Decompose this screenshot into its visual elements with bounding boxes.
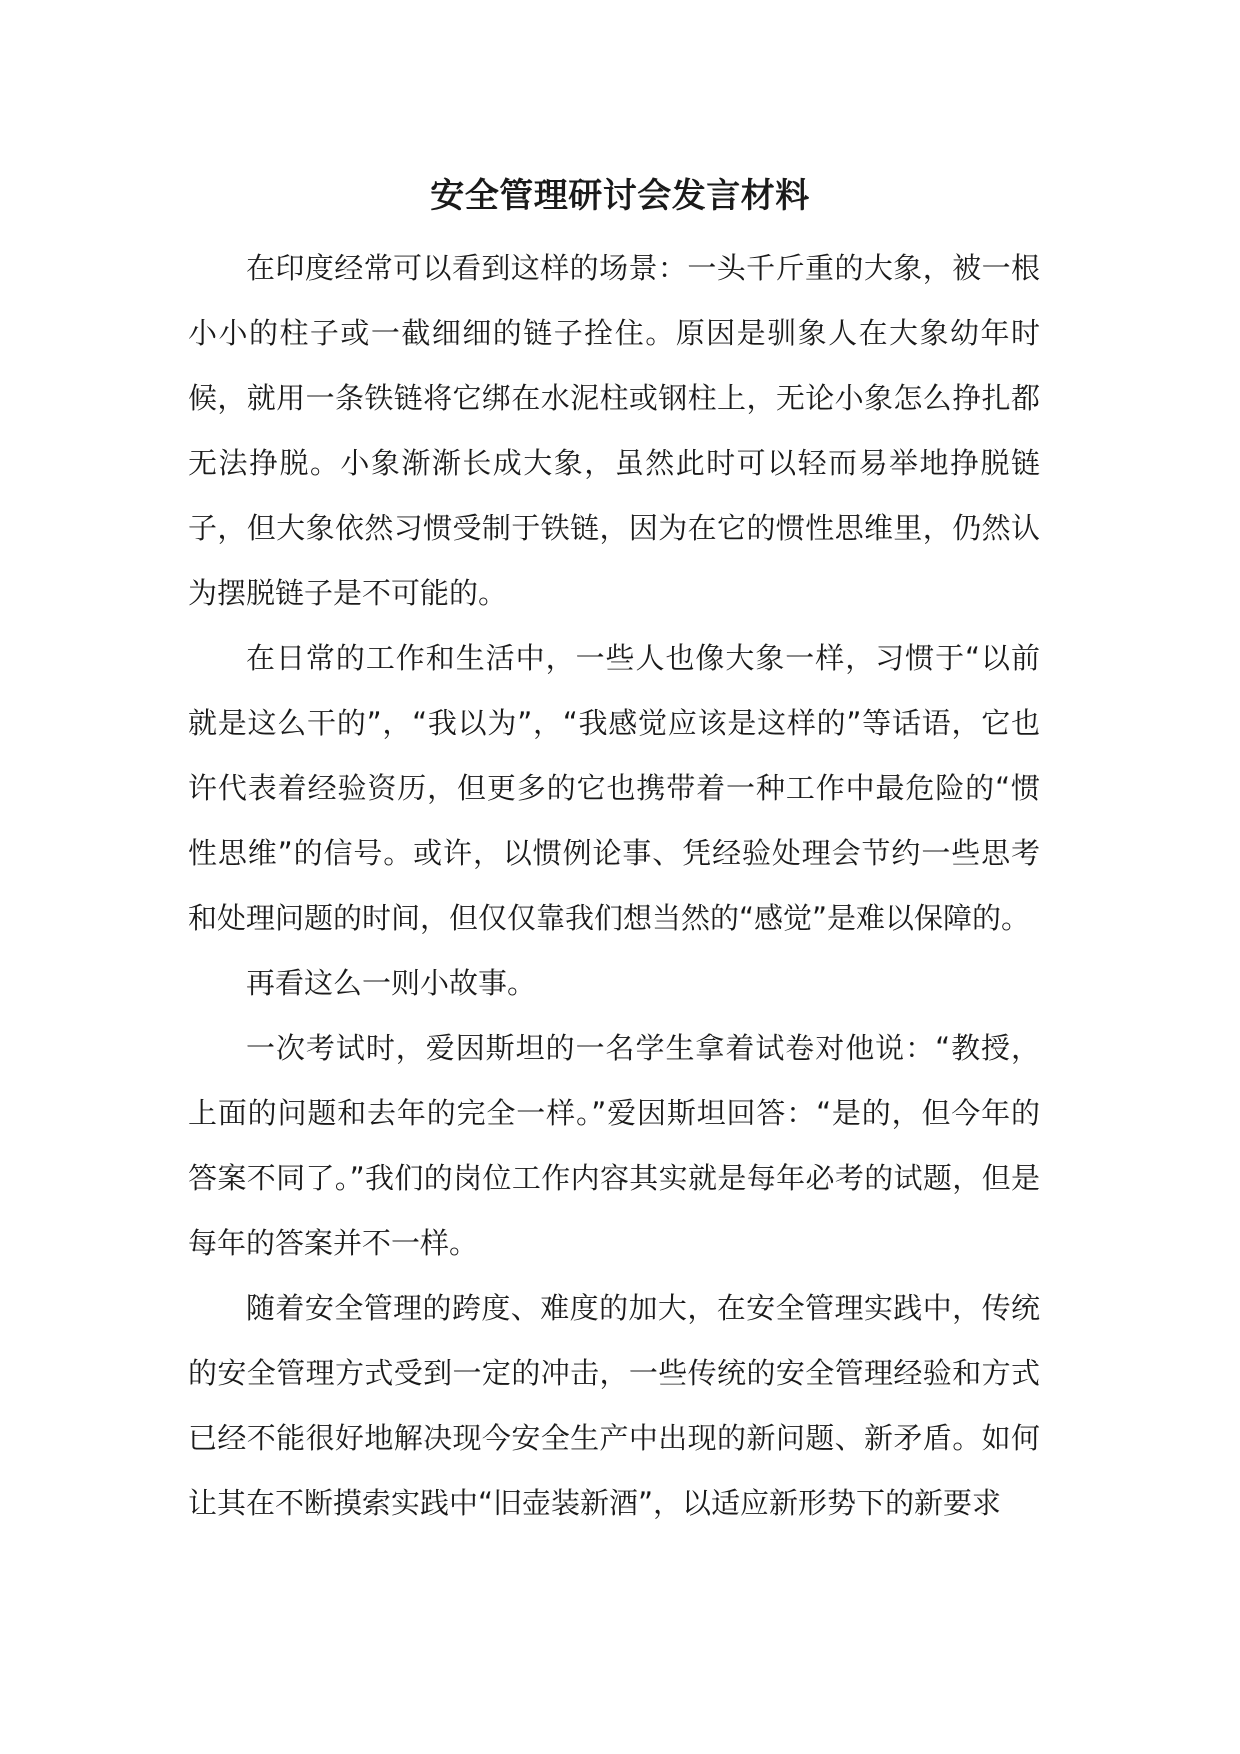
document-title: 安全管理研讨会发言材料	[430, 176, 810, 216]
paragraph-inertial-thinking: 在日常的工作和生活中，一些人也像大象一样，习惯于“以前就是这么干的”，“我以为”，“我感觉应该是这样的”等话语，它也许代表着经验资历，但更多的它也携带着一种工作中最危险的“惯性思维”的信号。或许，以惯例论事、凭经验处理会节约一些思考和处理问题的时间，但仅仅靠我们想当然的“感觉”是难以保障的。	[188, 641, 1040, 935]
paragraph-another-story: 再看这么一则小故事。	[246, 966, 537, 1000]
paragraph-einstein-exam: 一次考试时，爱因斯坦的一名学生拿着试卷对他说：“教授，上面的问题和去年的完全一样。”爱因斯坦回答：“是的，但今年的答案不同了。”我们的岗位工作内容其实就是每年必考的试题，但是每年的答案并不一样。	[188, 1031, 1040, 1260]
paragraph-safety-management: 随着安全管理的跨度、难度的加大，在安全管理实践中，传统的安全管理方式受到一定的冲击，一些传统的安全管理经验和方式已经不能很好地解决现今安全生产中出现的新问题、新矛盾。如何让其在不断摸索实践中“旧壶装新酒”，以适应新形势下的新要求	[188, 1291, 1040, 1520]
document-body	[188, 236, 1040, 1536]
paragraph-elephant-story: 在印度经常可以看到这样的场景：一头千斤重的大象，被一根小小的柱子或一截细细的链子拴住。原因是驯象人在大象幼年时候，就用一条铁链将它绑在水泥柱或钢柱上，无论小象怎么挣扎都无法挣脱。小象渐渐长成大象，虽然此时可以轻而易举地挣脱链子，但大象依然习惯受制于铁链，因为在它的惯性思维里，仍然认为摆脱链子是不可能的。	[188, 251, 1040, 610]
